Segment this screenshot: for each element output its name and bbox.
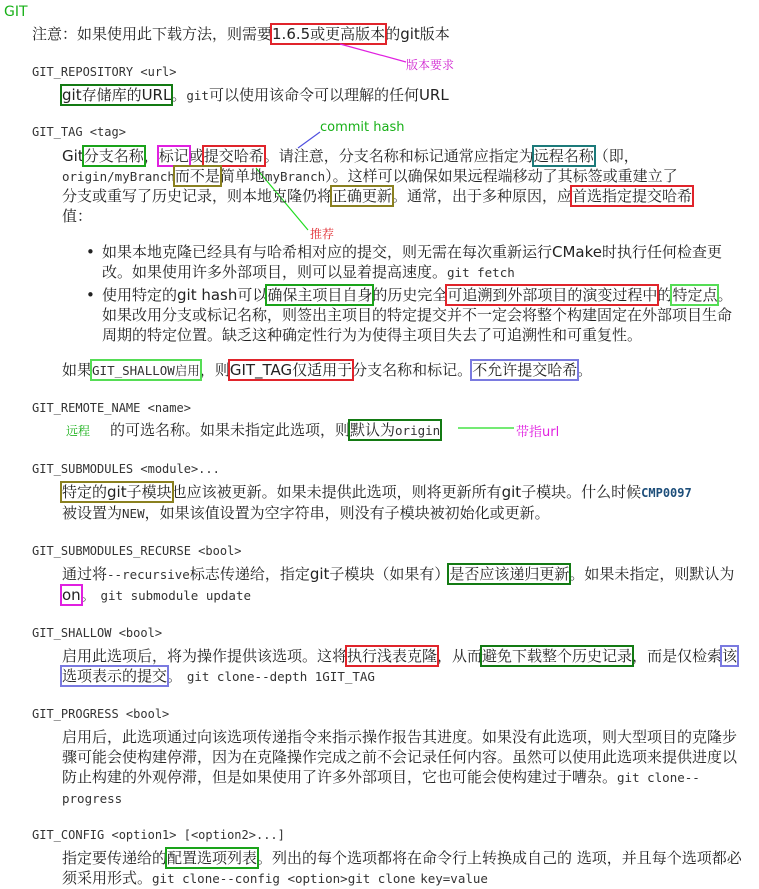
specific-submodule-highlight: 特定的git子模块: [62, 483, 172, 501]
not-highlight: 而不是: [174, 167, 220, 185]
default-on-highlight: on: [62, 586, 81, 604]
git-tag-line-4: 值：: [62, 207, 93, 225]
git-progress-header: GIT_PROGRESS <bool>: [32, 707, 170, 721]
commit-hash-annotation: commit hash: [320, 120, 405, 135]
git-repository-desc: git存储库的URL。git可以使用该命令可以理解的任何URL: [62, 86, 449, 104]
git-shallow-tag-note: 如果GIT_SHALLOW启用，则GIT_TAG仅适用于分支名称和标记。不允许提交哈希。: [62, 361, 593, 379]
bullet-dot: •: [86, 243, 95, 261]
bullet-item-2: • 使用特定的git hash可以确保主项目自身的历史完全可追溯到外部项目的演变过程中的特定点。如果改用分支或标记名称，则签出主项目的特定提交并不一定会将整个构建固定在外部项目生命周期的特定位置。缺乏这种确定性行为为使得主项目失去了可追溯性和可重复性。: [86, 286, 733, 344]
download-note: 注意：如果使用此下载方法，则需要1.6.5或更高版本的git版本: [32, 25, 450, 43]
default-origin-highlight: 默认为origin: [350, 421, 441, 439]
recursive-update-highlight: 是否应该递归更新: [449, 565, 570, 583]
branch-name-highlight: 分支名称: [83, 147, 144, 165]
git-remote-name-header: GIT_REMOTE_NAME <name>: [32, 401, 191, 415]
shallow-clone-highlight: 执行浅表克隆: [347, 647, 438, 665]
no-commit-hash-highlight: 不允许提交哈希: [472, 361, 578, 379]
prefer-commit-hash-highlight: 首选指定提交哈希: [572, 187, 693, 205]
git-progress-desc: 启用后，此选项通过向该选项传递指令来指示操作报告其进度。如果没有此选项，则大型项目的克隆步骤可能会使构建停滞，因为在克隆操作完成之前不会记录任何内容。虽然可以使用此选项来提供进度以防止构建的外观停滞，但是如果使用了许多外部项目，它也可能会使构建过于嘈杂。git clone--progress: [62, 728, 738, 806]
git-submodules-line-2: 被设置为NEW，如果该值设置为空字符串，则没有子模块被初始化或更新。: [62, 504, 550, 522]
remote-label: 远程: [66, 424, 91, 438]
tag-only-highlight: GIT_TAG仅适用于: [229, 361, 353, 379]
policy-link[interactable]: CMP0097: [641, 486, 692, 500]
option-commit-highlight: 该选项表示的提交: [62, 647, 738, 685]
git-shallow-header: GIT_SHALLOW <bool>: [32, 626, 163, 640]
git-tag-line-2: origin/myBranch而不是简单地myBranch）。这样可以确保如果远程端移动了其标签或重建立了: [62, 167, 678, 185]
repository-url-highlight: git存储库的URL: [62, 86, 172, 104]
git-submodules-header: GIT_SUBMODULES <module>...: [32, 462, 220, 476]
git-tag-header: GIT_TAG <tag>: [32, 125, 126, 139]
avoid-history-highlight: 避免下载整个历史记录: [482, 647, 633, 665]
correct-update-highlight: 正确更新: [332, 187, 393, 205]
url-annotation: 带指url: [516, 425, 560, 440]
traceable-highlight: 可追溯到外部项目的演变过程中: [447, 286, 658, 304]
bullet-dot: •: [86, 286, 95, 304]
git-tag-line-1: Git分支名称，标记或提交哈希。请注意，分支名称和标记通常应指定为远程名称（即，: [62, 147, 639, 165]
version-requirement-annotation: 版本要求: [406, 58, 455, 72]
git-submodules-line-1: 特定的git子模块也应该被更新。如果未提供此选项，则将更新所有git子模块。什么时候CMP0097: [62, 483, 692, 501]
git-config-desc: 指定要传递给的配置选项列表。列出的每个选项都将在命令行上转换成自己的 选项，并且每个选项都必须采用形式。git clone--config <option>git clone key=value: [62, 849, 742, 887]
ensure-main-project-highlight: 确保主项目自身: [267, 286, 373, 304]
tag-highlight: 标记: [158, 147, 189, 165]
git-remote-name-desc: 的可选名称。如果未指定此选项，则默认为origin: [110, 421, 441, 439]
git-tag-line-3: 分支或重写了历史记录，则本地克隆仍将正确更新。通常，出于多种原因，应首选指定提交哈希: [62, 187, 693, 205]
shallow-enabled-highlight: GIT_SHALLOW启用: [92, 363, 200, 378]
specific-point-highlight: 特定点: [672, 286, 718, 304]
corner-label: GIT: [4, 4, 28, 20]
config-options-highlight: 配置选项列表: [167, 849, 258, 867]
commit-hash-highlight: 提交哈希: [203, 147, 264, 165]
git-submodules-recurse-desc: 通过将--recursive标志传递给，指定git子模块（如果有）是否应该递归更新。如果未指定，则默认为on。 git submodule update: [62, 565, 735, 604]
git-shallow-desc: 启用此选项后，将为操作提供该选项。这将执行浅表克隆，从而避免下载整个历史记录，而是仅检索该选项表示的提交。 git clone--depth 1GIT_TAG: [62, 647, 738, 685]
git-config-header: GIT_CONFIG <option1> [<option2>...]: [32, 828, 285, 842]
bullet-item-1: • 如果本地克隆已经具有与哈希相对应的提交，则无需在每次重新运行CMake时执行任何检查更改。如果使用许多外部项目，则可以显着提高速度。git fetch: [86, 243, 722, 281]
version-requirement: 1.6.5或更高版本: [272, 25, 386, 43]
git-submodules-recurse-header: GIT_SUBMODULES_RECURSE <bool>: [32, 544, 242, 558]
remote-name-highlight: 远程名称: [533, 147, 594, 165]
git-repository-header: GIT_REPOSITORY <url>: [32, 65, 177, 79]
git-tag-bullets: [86, 242, 743, 345]
recommend-annotation: 推荐: [310, 227, 335, 241]
